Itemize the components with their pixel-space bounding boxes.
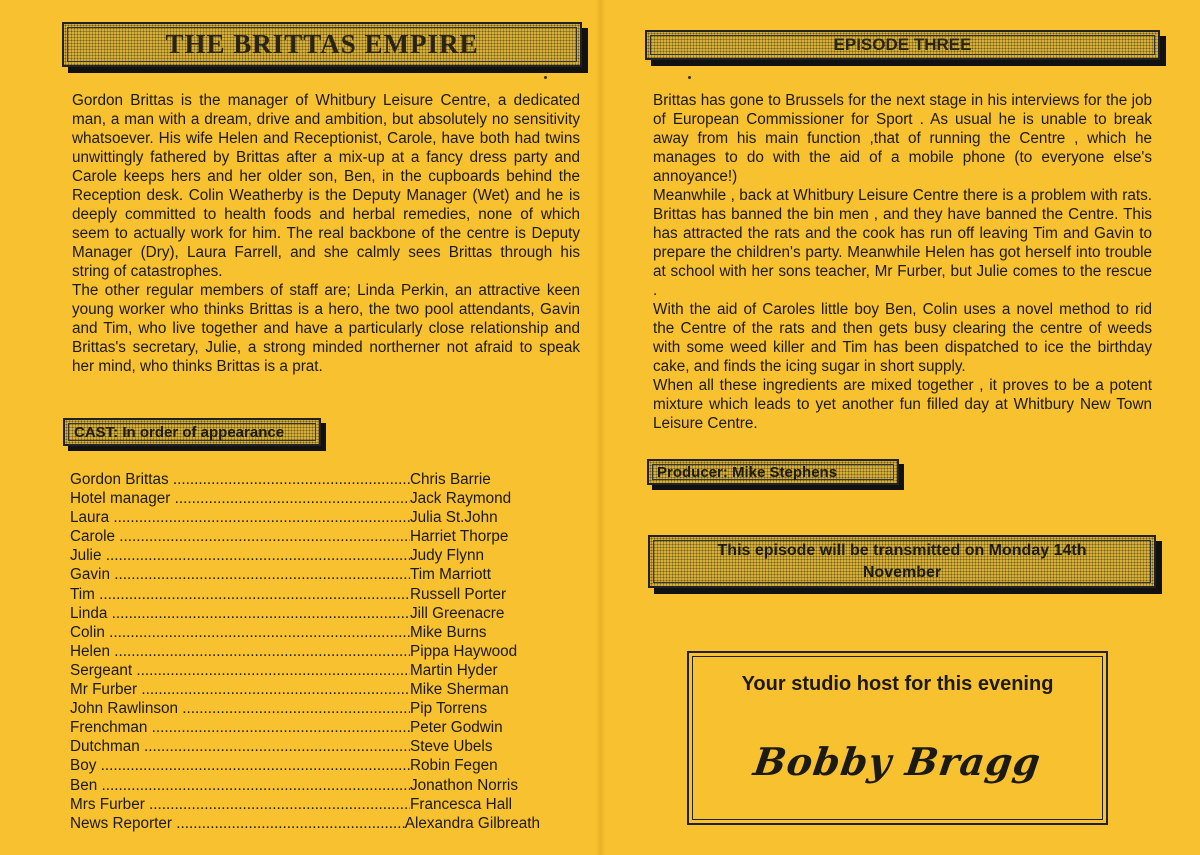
cast-row [70,565,540,584]
cast-actor: Tim Marriott [410,566,492,584]
cast-row [70,470,540,489]
show-synopsis [72,91,580,376]
cast-actor: Pippa Haywood [410,642,518,660]
paper-speck [688,76,691,79]
show-title-banner [62,22,582,67]
cast-row [70,604,540,623]
cast-row [70,661,540,680]
episode-paragraph: When all these ingredients are mixed together , it proves to be a potent mixture which leads to yet another fun filled day at Whitbury New Town Leisure Centre. [653,377,1152,432]
cast-list [70,470,540,833]
cast-role: Mr Furber ..... [70,680,410,699]
episode-paragraph: With the aid of Caroles little boy Ben, Colin uses a novel method to rid the Centre of the rats and then gets busy clearing the centre of weeds with some weed killer and Tim has been dispatched to ice the birthday cake, and finds the icing sugar in short supply. [653,301,1152,375]
host-heading: Your studio host for this evening [741,673,1054,695]
cast-role: Colin ..... [70,623,410,642]
cast-row [70,508,540,527]
cast-actor: Harriet Thorpe [410,528,509,546]
cast-actor: Francesca Hall [410,795,513,813]
cast-row [70,527,540,546]
host-name: Bobby Bragg [750,739,1045,784]
cast-role: Boy ..... [70,756,410,775]
studio-host-box [687,651,1108,825]
cast-actor: Julia St.John [410,509,498,527]
cast-role: News Reporter ..... [70,814,405,833]
transmission-banner [648,535,1156,588]
cast-actor: Steve Ubels [410,738,493,756]
cast-actor: Jack Raymond [410,490,512,508]
cast-actor: Jonathon Norris [410,776,518,794]
cast-row [70,756,540,775]
cast-actor: Russell Porter [410,585,507,603]
episode-paragraph: Brittas has gone to Brussels for the next stage in his interviews for the job of European Commissioner for Sport . As usual he is unable to break away from his main function ,that of running the Centre , which he manages to do with the aid of a mobile phone (to everyone else's annoyance!) [653,92,1152,185]
cast-role: Frenchman ..... [70,718,410,737]
cast-role: Gordon Brittas ..... [70,470,410,489]
cast-role: Helen ..... [70,642,410,661]
cast-actor: Martin Hyder [410,661,498,679]
synopsis-paragraph: The other regular members of staff are; Linda Perkin, an attractive keen young worker who thinks Brittas is a hero, the two pool attendants, Gavin and Tim, who live together and have a particularly close relationship and Brittas's secretary, Julie, a strong minded northerner not afraid to speak her mind, who thinks Brittas is a prat. [72,282,580,375]
synopsis-paragraph: Gordon Brittas is the manager of Whitbury Leisure Centre, a dedicated man, a man with a dream, drive and ambition, but absolutely no sensitivity whatsoever. His wife Helen and Receptionist, Carole, have both had twins unwittingly fathered by Brittas after a mix-up at a fancy dress party and Carole keeps hers and her older son, Ben, in the cupboards behind the Reception desk. Colin Weatherby is the Deputy Manager (Wet) and he is deeply committed to health foods and herbal remedies, none of which seem to actually work for him. The real backbone of the centre is Deputy Manager (Dry), Laura Farrell, and she calmly sees Brittas through his string of catastrophes. [72,92,580,280]
episode-title: EPISODE THREE [833,35,972,54]
cast-row [70,585,540,604]
cast-heading-banner [63,418,321,446]
cast-row [70,814,540,833]
cast-heading: CAST: In order of appearance [74,423,285,441]
cast-actor: Pip Torrens [410,700,488,718]
cast-actor: Jill Greenacre [410,604,505,622]
cast-row [70,737,540,756]
paper-speck [544,76,547,79]
cast-actor: Robin Fegen [410,757,498,775]
cast-role: Mrs Furber ..... [70,795,410,814]
cast-row [70,795,540,814]
cast-actor: Peter Godwin [410,719,503,737]
cast-role: Ben ..... [70,776,410,795]
show-title: THE BRITTAS EMPIRE [165,29,479,59]
cast-role: Dutchman ..... [70,737,410,756]
cast-row [70,546,540,565]
cast-row [70,642,540,661]
cast-actor: Judy Flynn [410,547,484,565]
cast-role: Julie ..... [70,546,410,565]
cast-row [70,776,540,795]
cast-actor: Mike Burns [410,623,487,641]
episode-synopsis [653,91,1152,433]
cast-role: Laura ..... [70,508,410,527]
cast-role: Hotel manager ..... [70,489,410,508]
cast-actor: Mike Sherman [410,681,509,699]
cast-row [70,718,540,737]
cast-actor: Chris Barrie [410,471,491,488]
cast-row [70,680,540,699]
producer-credit: Producer: Mike Stephens [657,463,838,481]
transmission-note: This episode will be transmitted on Monday 14th November [717,541,1087,581]
cast-role: Sergeant ..... [70,661,410,680]
episode-title-banner [645,30,1160,60]
cast-role: Carole ..... [70,527,410,546]
producer-banner [647,459,899,485]
cast-role: Tim ..... [70,585,410,604]
cast-row [70,699,540,718]
cast-role: John Rawlinson ..... [70,699,410,718]
cast-row [70,623,540,642]
cast-actor: Alexandra Gilbreath [404,814,540,832]
cast-role: Linda ..... [70,604,410,623]
cast-row [70,489,540,508]
cast-role: Gavin ..... [70,565,410,584]
episode-paragraph: Meanwhile , back at Whitbury Leisure Centre there is a problem with rats. Brittas has banned the bin men , and they have banned the Centre. This has attracted the rats and the cook has run off leaving Tim and Gavin to prepare the children's party. Meanwhile Helen has got herself into trouble at school with her sons teacher, Mr Furber, but Julie comes to the rescue . [653,187,1152,299]
